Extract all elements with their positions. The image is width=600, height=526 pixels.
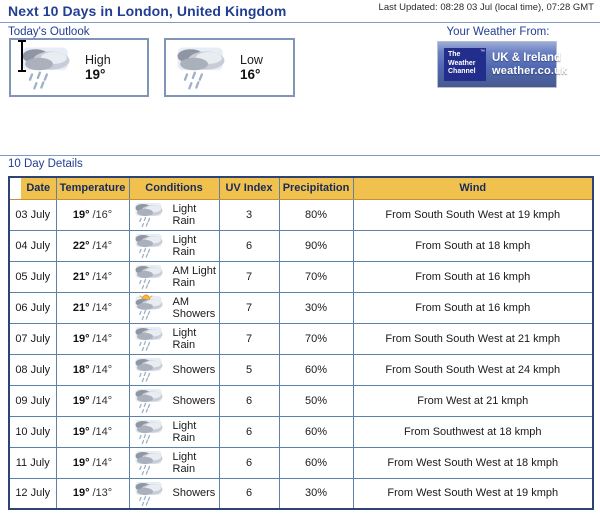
rain-icon <box>134 201 164 228</box>
conditions-cell: Light Rain <box>129 323 219 354</box>
rain-icon <box>134 387 164 414</box>
logo-region: UK & Ireland <box>492 51 562 64</box>
col-header-temperature: Temperature <box>56 177 129 199</box>
conditions-cell: Light Rain <box>129 416 219 447</box>
ten-day-forecast-table <box>8 176 594 510</box>
table-row <box>9 416 593 447</box>
temperature-cell: 18° /14° <box>56 354 129 385</box>
wind-cell: From West South West at 19 kmph <box>353 478 593 509</box>
precipitation-cell: 50% <box>279 385 353 416</box>
uv-index-cell: 7 <box>219 261 279 292</box>
temperature-cell: 19° /14° <box>56 416 129 447</box>
trademark-symbol: ™ <box>480 49 485 55</box>
uv-index-cell: 3 <box>219 199 279 230</box>
temperature-cell: 19° /16° <box>56 199 129 230</box>
col-header-date: Date <box>9 177 56 199</box>
rain-icon <box>134 449 164 476</box>
conditions-cell: AM Showers <box>129 292 219 323</box>
wind-cell: From South at 16 kmph <box>353 261 593 292</box>
rain-icon <box>134 480 164 507</box>
precipitation-cell: 30% <box>279 292 353 323</box>
todays-outlook-heading: Today's Outlook <box>8 26 90 38</box>
last-updated-timestamp: Last Updated: 08:28 03 Jul (local time), 07:28 GMT <box>378 2 594 13</box>
precipitation-cell: 70% <box>279 261 353 292</box>
logo-site: weather.co.uk <box>492 64 568 77</box>
date-cell: 07 July <box>9 323 56 354</box>
table-row <box>9 478 593 509</box>
conditions-cell: Light Rain <box>129 230 219 261</box>
conditions-cell: AM Light Rain <box>129 261 219 292</box>
twc-line3: Channel <box>448 68 476 75</box>
date-cell: 12 July <box>9 478 56 509</box>
table-row <box>9 261 593 292</box>
precipitation-cell: 70% <box>279 323 353 354</box>
conditions-cell: Light Rain <box>129 199 219 230</box>
page-title: Next 10 Days in London, United Kingdom <box>8 3 287 19</box>
date-cell: 05 July <box>9 261 56 292</box>
twc-logo-square <box>444 48 486 81</box>
details-divider <box>0 155 600 156</box>
weather-channel-logo[interactable] <box>437 41 568 88</box>
header-divider <box>0 22 600 23</box>
precipitation-cell: 30% <box>279 478 353 509</box>
date-cell: 08 July <box>9 354 56 385</box>
outlook-low-card <box>164 38 295 97</box>
rain-icon <box>134 325 164 352</box>
temperature-cell: 19° /14° <box>56 447 129 478</box>
uv-index-cell: 7 <box>219 292 279 323</box>
col-header-conditions: Conditions <box>129 177 219 199</box>
table-row <box>9 385 593 416</box>
table-row <box>9 323 593 354</box>
date-cell: 03 July <box>9 199 56 230</box>
date-cell: 10 July <box>9 416 56 447</box>
conditions-cell: Showers <box>129 385 219 416</box>
conditions-cell: Light Rain <box>129 447 219 478</box>
precipitation-cell: 60% <box>279 447 353 478</box>
wind-cell: From West at 21 kmph <box>353 385 593 416</box>
temperature-cell: 22° /14° <box>56 230 129 261</box>
date-cell: 09 July <box>9 385 56 416</box>
col-header-precipitation: Precipitation <box>279 177 353 199</box>
precipitation-cell: 80% <box>279 199 353 230</box>
table-row <box>9 230 593 261</box>
outlook-high-label: High <box>85 53 111 67</box>
ten-day-details-heading: 10 Day Details <box>8 158 83 170</box>
table-row <box>9 199 593 230</box>
your-weather-from-heading: Your Weather From: <box>446 26 550 38</box>
col-header-uv-index: UV Index <box>219 177 279 199</box>
rain-icon <box>134 356 164 383</box>
wind-cell: From South South West at 19 kmph <box>353 199 593 230</box>
uv-index-cell: 6 <box>219 230 279 261</box>
col-header-wind: Wind <box>353 177 593 199</box>
wind-cell: From South South West at 21 kmph <box>353 323 593 354</box>
outlook-high-card <box>9 38 149 97</box>
sun-rain-icon <box>134 294 164 321</box>
wind-cell: From South at 16 kmph <box>353 292 593 323</box>
outlook-low-value: 16° <box>240 67 261 82</box>
date-cell: 04 July <box>9 230 56 261</box>
rain-icon <box>134 418 164 445</box>
uv-index-cell: 6 <box>219 385 279 416</box>
precipitation-cell: 60% <box>279 354 353 385</box>
twc-line2: Weather <box>448 59 476 67</box>
temperature-cell: 19° /14° <box>56 385 129 416</box>
wind-cell: From West South West at 18 kmph <box>353 447 593 478</box>
uv-index-cell: 5 <box>219 354 279 385</box>
rain-icon <box>134 232 164 259</box>
outlook-high-value: 19° <box>85 67 106 82</box>
twc-line1: The <box>448 51 461 58</box>
table-header-row <box>9 177 593 199</box>
outlook-low-label: Low <box>240 53 263 67</box>
light-rain-icon <box>174 44 228 91</box>
light-rain-icon <box>19 44 73 91</box>
uv-index-cell: 6 <box>219 416 279 447</box>
date-cell: 06 July <box>9 292 56 323</box>
temperature-cell: 21° /14° <box>56 261 129 292</box>
precipitation-cell: 90% <box>279 230 353 261</box>
uv-index-cell: 6 <box>219 447 279 478</box>
precipitation-cell: 60% <box>279 416 353 447</box>
conditions-cell: Showers <box>129 478 219 509</box>
wind-cell: From South at 18 kmph <box>353 230 593 261</box>
temperature-cell: 19° /13° <box>56 478 129 509</box>
date-cell: 11 July <box>9 447 56 478</box>
table-row <box>9 292 593 323</box>
rain-icon <box>134 263 164 290</box>
table-row <box>9 447 593 478</box>
wind-cell: From South South West at 24 kmph <box>353 354 593 385</box>
temperature-cell: 19° /14° <box>56 323 129 354</box>
conditions-cell: Showers <box>129 354 219 385</box>
temperature-cell: 21° /14° <box>56 292 129 323</box>
uv-index-cell: 7 <box>219 323 279 354</box>
wind-cell: From Southwest at 18 kmph <box>353 416 593 447</box>
table-row <box>9 354 593 385</box>
uv-index-cell: 6 <box>219 478 279 509</box>
text-cursor-icon <box>17 40 27 72</box>
